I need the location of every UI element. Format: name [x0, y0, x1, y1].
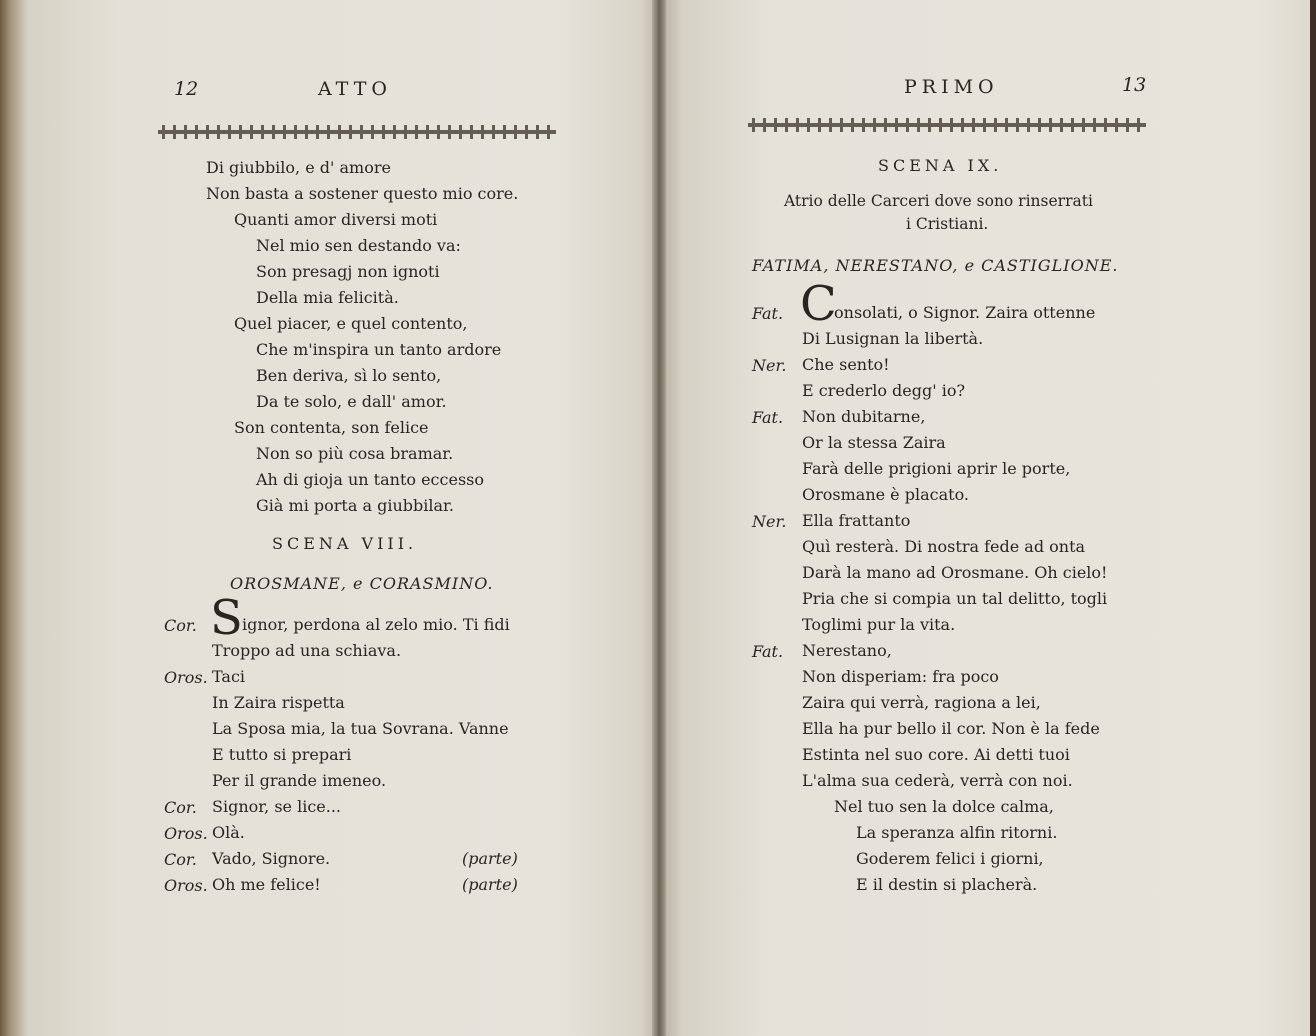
- speaker-label: Cor.: [164, 850, 197, 869]
- dialogue-line: Ella frattanto: [802, 511, 911, 530]
- dialogue-line: Signor, se lice...: [212, 797, 342, 816]
- dialogue-line: Nerestano,: [802, 641, 892, 660]
- verse-line: Della mia felicità.: [256, 288, 399, 307]
- verse-line: Di giubbilo, e d' amore: [206, 158, 391, 177]
- dialogue-line: Ella ha pur bello il cor. Non è la fede: [802, 719, 1100, 738]
- verse-line: Nel mio sen destando va:: [256, 236, 461, 255]
- page-number: 13: [1122, 74, 1147, 96]
- dialogue-line: Vado, Signore.: [212, 849, 331, 868]
- running-head: PRIMO: [904, 76, 999, 98]
- dialogue-line: Toglimi pur la vita.: [802, 615, 956, 634]
- verse-line: Non basta a sostener questo mio core.: [206, 184, 519, 203]
- dialogue-line: Per il grande imeneo.: [212, 771, 387, 790]
- dialogue-line: Estinta nel suo core. Ai detti tuoi: [802, 745, 1070, 764]
- verse-line: Son presagj non ignoti: [256, 262, 440, 281]
- dialogue-line: E crederlo degg' io?: [802, 381, 966, 400]
- dialogue-line: onsolati, o Signor. Zaira ottenne: [834, 303, 1096, 322]
- dialogue-line: Or la stessa Zaira: [802, 433, 946, 452]
- verse-line: Ben deriva, sì lo sento,: [256, 366, 442, 385]
- stage-direction-line-1: Atrio delle Carceri dove sono rinserrati: [784, 192, 1093, 210]
- verse-line: Quel piacer, e quel contento,: [234, 314, 468, 333]
- dialogue-line: Che sento!: [802, 355, 890, 374]
- verse-line: Non so più cosa bramar.: [256, 444, 454, 463]
- speaker-label: Cor.: [164, 616, 197, 635]
- dialogue-line: Orosmane è placato.: [802, 485, 969, 504]
- drop-cap: S: [210, 590, 243, 646]
- speaker-label: Fat.: [752, 408, 784, 427]
- dialogue-line: ignor, perdona al zelo mio. Ti fidi: [242, 615, 510, 634]
- dialogue-line: Non dubitarne,: [802, 407, 926, 426]
- speaker-label: Fat.: [752, 304, 784, 323]
- speaker-label: Oros.: [164, 876, 208, 895]
- stage-direction-line-2: i Cristiani.: [906, 215, 989, 233]
- dialogue-line: In Zaira rispetta: [212, 693, 345, 712]
- dialogue-line: Non disperiam: fra poco: [802, 667, 999, 686]
- speaker-label: Oros.: [164, 824, 208, 843]
- speaker-label: Ner.: [752, 356, 787, 375]
- dialogue-line: Darà la mano ad Orosmane. Oh cielo!: [802, 563, 1108, 582]
- speaker-label: Fat.: [752, 642, 784, 661]
- dialogue-line: L'alma sua cederà, verrà con noi.: [802, 771, 1073, 790]
- dialogue-line: Farà delle prigioni aprir le porte,: [802, 459, 1071, 478]
- running-head: ATTO: [318, 78, 392, 100]
- dialogue-line: Oh me felice!: [212, 875, 321, 894]
- speaker-label: Ner.: [752, 512, 787, 531]
- dialogue-line: La speranza alfin ritorni.: [856, 823, 1058, 842]
- dialogue-line: Olà.: [212, 823, 245, 842]
- dialogue-line: Quì resterà. Di nostra fede ad onta: [802, 537, 1086, 556]
- verse-line: Ah di gioja un tanto eccesso: [256, 470, 484, 489]
- dialogue-line: Troppo ad una schiava.: [212, 641, 402, 660]
- dialogue-line: E tutto si prepari: [212, 745, 352, 764]
- ornamental-rule: [748, 118, 1146, 132]
- dialogue-line: Zaira qui verrà, ragiona a lei,: [802, 693, 1041, 712]
- stage-aside: (parte): [462, 849, 518, 868]
- verse-line: Già mi porta a giubbilar.: [256, 496, 454, 515]
- verse-line: Quanti amor diversi moti: [234, 210, 438, 229]
- verse-line: Che m'inspira un tanto ardore: [256, 340, 502, 359]
- dialogue-line: Goderem felici i giorni,: [856, 849, 1044, 868]
- scene-heading: SCENA IX.: [878, 156, 1003, 175]
- dialogue-line: Taci: [212, 667, 246, 686]
- page-number: 12: [174, 78, 199, 100]
- speaker-label: Cor.: [164, 798, 197, 817]
- dialogue-line: Di Lusignan la libertà.: [802, 329, 984, 348]
- stage-aside: (parte): [462, 875, 518, 894]
- drop-cap: C: [800, 276, 837, 332]
- dialogue-line: E il destin si placherà.: [856, 875, 1038, 894]
- dialogue-line: La Sposa mia, la tua Sovrana. Vanne: [212, 719, 509, 738]
- ornamental-rule: [158, 125, 556, 139]
- verse-line: Da te solo, e dall' amor.: [256, 392, 447, 411]
- dialogue-line: Nel tuo sen la dolce calma,: [834, 797, 1054, 816]
- verse-line: Son contenta, son felice: [234, 418, 429, 437]
- scene-heading: SCENA VIII.: [272, 534, 418, 553]
- book-gutter: [652, 0, 666, 1036]
- character-list: FATIMA, NERESTANO, e CASTIGLIONE.: [752, 256, 1119, 275]
- character-list: OROSMANE, e CORASMINO.: [230, 574, 494, 593]
- dialogue-line: Pria che si compia un tal delitto, togli: [802, 589, 1108, 608]
- speaker-label: Oros.: [164, 668, 208, 687]
- page-edge: [1310, 0, 1316, 1036]
- right-page: [660, 0, 1316, 1036]
